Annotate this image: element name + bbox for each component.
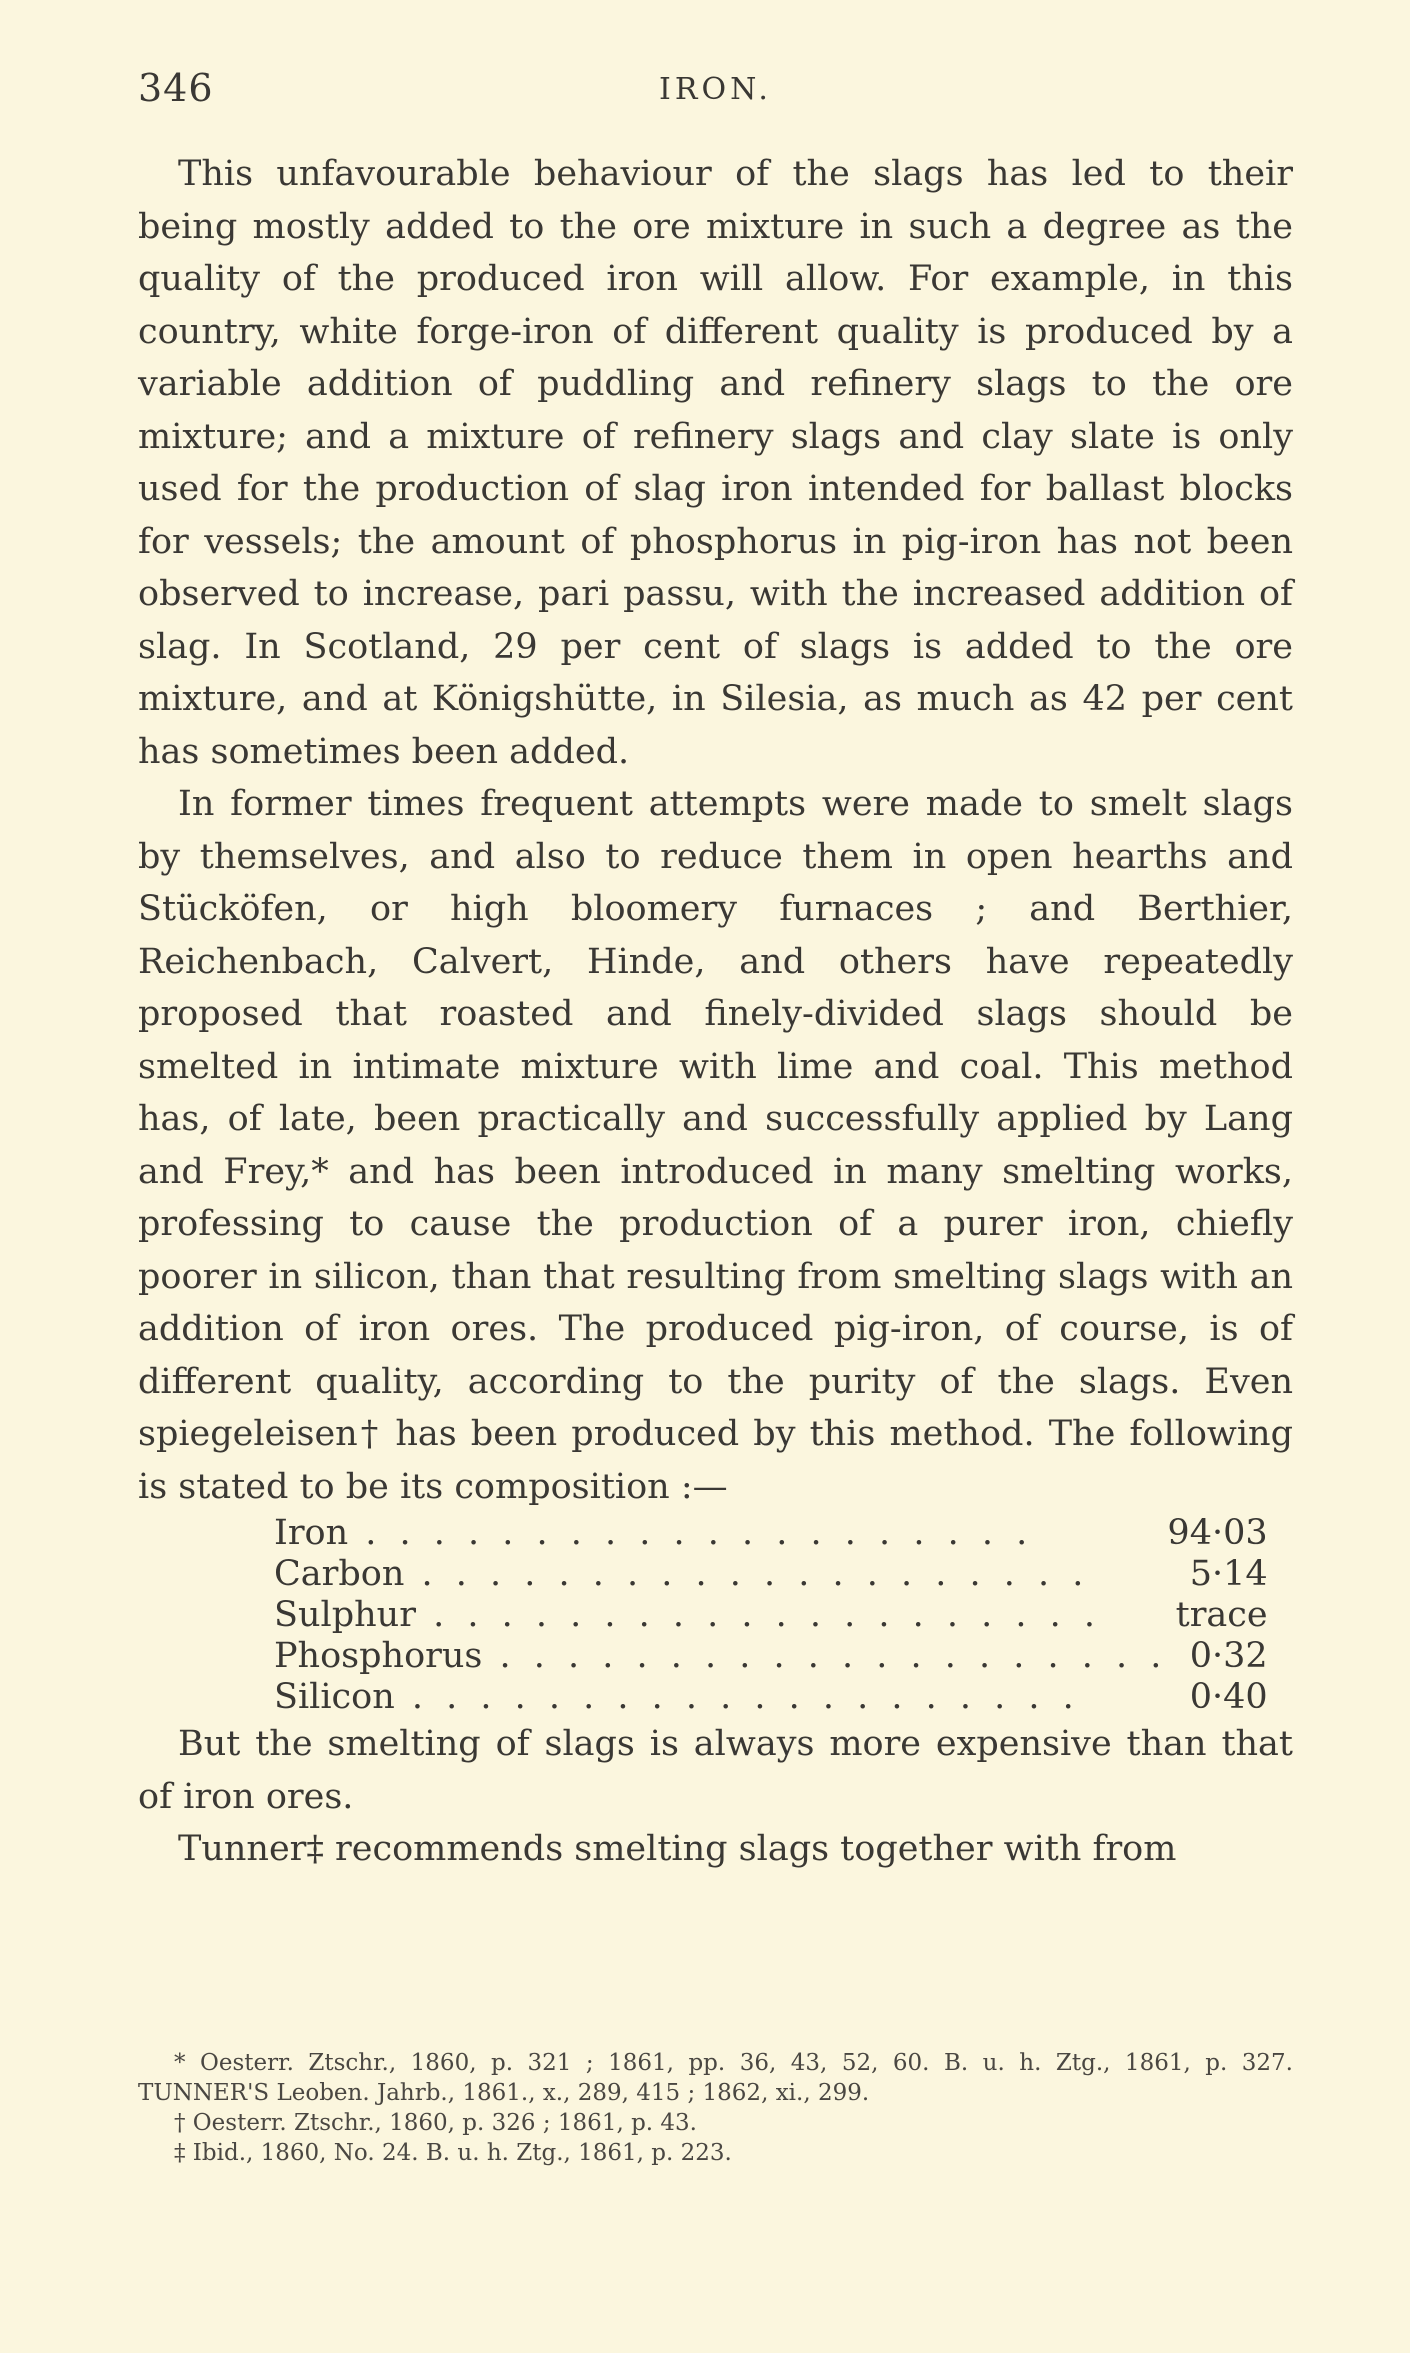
composition-element-name: Sulphur [274,1595,416,1635]
paragraph-cost: But the smelting of slags is always more expensive than that of iron ores. [138,1724,1293,1817]
composition-value: 0·40 [1189,1677,1268,1717]
table-row [274,1595,1268,1636]
composition-value: 94·03 [1167,1513,1268,1553]
leader-dots: . . . . . . . . . . . . . . . . . . . . [482,1636,1168,1676]
page-header [138,66,1293,126]
composition-table [274,1513,1268,1718]
table-row [274,1677,1268,1718]
leader-dots: . . . . . . . . . . . . . . . . . . . . [404,1554,1090,1594]
running-head: IRON. [659,72,772,107]
paragraph-smelting-slags: In former times frequent attempts were made to smelt slags by themselves, and also to reduce them in open hearths and Stücköfen, or high bloomery furnaces ; and Berthier, Reichenbach, Calvert, Hinde, and others have repeatedly proposed that roasted and finely-divided slags should be smelted in intimate mixture with lime and coal. This method has, of late, been practically and successfully applied by Lang and Frey,* and has been introduced in many smelting works, professing to cause the production of a purer iron, chiefly poorer in silicon, than that resulting from smelting slags with an addition of iron ores. The produced pig-iron, of course, is of different quality, according to the purity of the slags. Even spiegeleisen† has been produced by this method. The following is stated to be its composition :— [138,784,1293,1507]
leader-dots: . . . . . . . . . . . . . . . . . . . . [348,1513,1034,1553]
footnote-double-dagger: ‡ Ibid., 1860, No. 24. B. u. h. Ztg., 1861, p. 223. [174,2140,732,2166]
leader-dots: . . . . . . . . . . . . . . . . . . . . [394,1677,1080,1717]
composition-element-name: Phosphorus [274,1636,483,1676]
composition-value: 5·14 [1189,1554,1268,1594]
paragraph-slag-behaviour: This unfavourable behaviour of the slags has led to their being mostly added to the ore mixture in such a degree as the quality of the produced iron will allow. For example, in this country, white forge-iron of different quality is produced by a variable addition of puddling and refinery slags to the ore mixture; and a mixture of refinery slags and clay slate is only used for the production of slag iron intended for ballast blocks for vessels; the amount of phosphorus in pig-iron has not been observed to increase, pari passu, with the increased addition of slag. In Scotland, 29 per cent of slags is added to the ore mixture, and at Königshütte, in Silesia, as much as 42 per cent has sometimes been added. [138,154,1293,772]
table-row [274,1636,1268,1677]
table-row [274,1554,1268,1595]
table-row [274,1513,1268,1554]
composition-element-name: Iron [274,1513,349,1553]
composition-value: trace [1175,1595,1268,1635]
paragraph-tunner: Tunner‡ recommends smelting slags together with from [178,1829,1177,1869]
body-text [138,148,1293,1876]
footnotes [138,2048,1293,2168]
composition-value: 0·32 [1189,1636,1268,1676]
footnote-dagger: † Oesterr. Ztschr., 1860, p. 326 ; 1861, p. 43. [174,2110,697,2136]
composition-element-name: Carbon [274,1554,405,1594]
leader-dots: . . . . . . . . . . . . . . . . . . . . [415,1595,1101,1635]
footnote-asterisk: * Oesterr. Ztschr., 1860, p. 321 ; 1861, pp. 36, 43, 52, 60. B. u. h. Ztg., 1861, p. 327. TUNNER'S Leoben. Jahrb., 1861., x., 289, 415 ; 1862, xi., 299. [138,2050,1293,2106]
page-number: 346 [138,66,214,110]
composition-element-name: Silicon [274,1677,395,1717]
